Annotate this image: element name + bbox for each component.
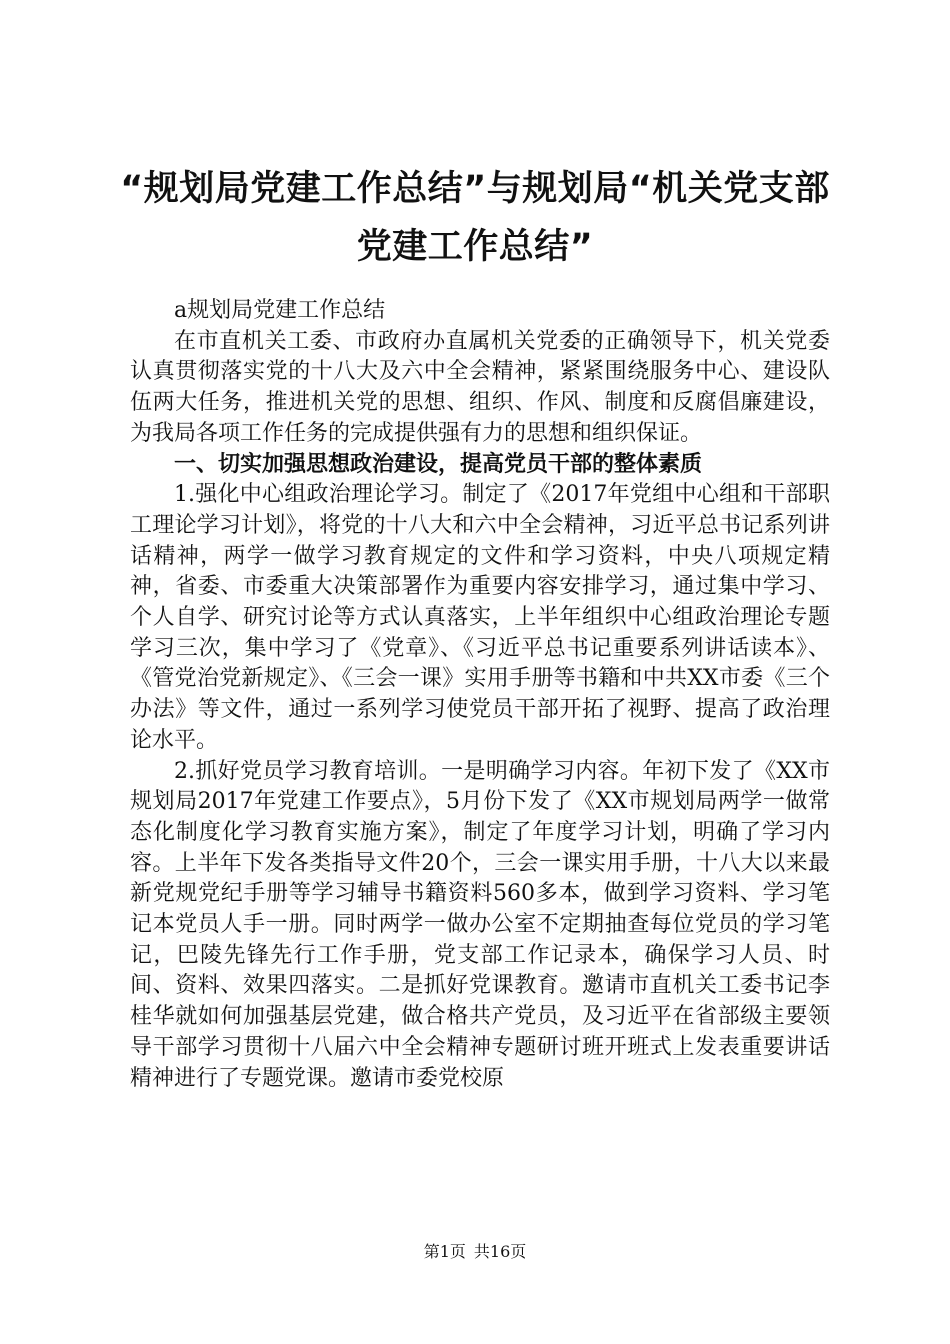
page-total: 共16页 (473, 1242, 527, 1261)
document-body (130, 296, 830, 1094)
paragraph-item-1: 1.强化中心组政治理论学习。制定了《2017年党组中心组和干部职工理论学习计划》，将党的十八大和六中全会精神，习近平总书记系列讲话精神，两学一做学习教育规定的文件和学习资料，中央八项规定精神，省委、市委重大决策部署作为重要内容安排学习，通过集中学习、个人自学、研究讨论等方式认真落实，上半年组织中心组政治理论专题学习三次，集中学习了《党章》、《习近平总书记重要系列讲话读本》、《管党治党新规定》、《三会一课》实用手册等书籍和中共XX市委《三个办法》等文件，通过一系列学习使党员干部开拓了视野、提高了政治理论水平。 (130, 482, 830, 753)
page-number: 第1页 (423, 1242, 466, 1261)
section-heading: 一、切实加强思想政治建设，提高党员干部的整体素质 (174, 451, 703, 477)
document-title: “规划局党建工作总结”与规划局“机关党支部党建工作总结” (120, 169, 830, 267)
paragraph-item-2: 2.抓好党员学习教育培训。一是明确学习内容。年初下发了《XX市规划局2017年党建工作要点》，5月份下发了《XX市规划局两学一做常态化制度化学习教育实施方案》，制定了年度学习计划，明确了学习内容。上半年下发各类指导文件20个，三会一课实用手册，十八大以来最新党规党纪手册等学习辅导书籍资料560多本，做到学习资料、学习笔记本党员人手一册。同时两学一做办公室不定期抽查每位党员的学习笔记，巴陵先锋先行工作手册，党支部工作记录本，确保学习人员、时间、资料、效果四落实。二是抓好党课教育。邀请市直机关工委书记李桂华就如何加强基层党建，做合格共产党员，及习近平在省部级主要领导干部学习贯彻十八届六中全会精神专题研讨班开班式上发表重要讲话精神进行了专题党课。邀请市委党校原 (130, 758, 830, 1091)
page-footer (0, 1242, 950, 1262)
paragraph-intro: 在市直机关工委、市政府办直属机关党委的正确领导下，机关党委认真贯彻落实党的十八大及六中全会精神，紧紧围绕服务中心、建设队伍两大任务，推进机关党的思想、组织、作风、制度和反腐倡廉建设，为我局各项工作任务的完成提供强有力的思想和组织保证。 (130, 328, 830, 446)
paragraph-subtitle: a规划局党建工作总结 (174, 298, 386, 323)
